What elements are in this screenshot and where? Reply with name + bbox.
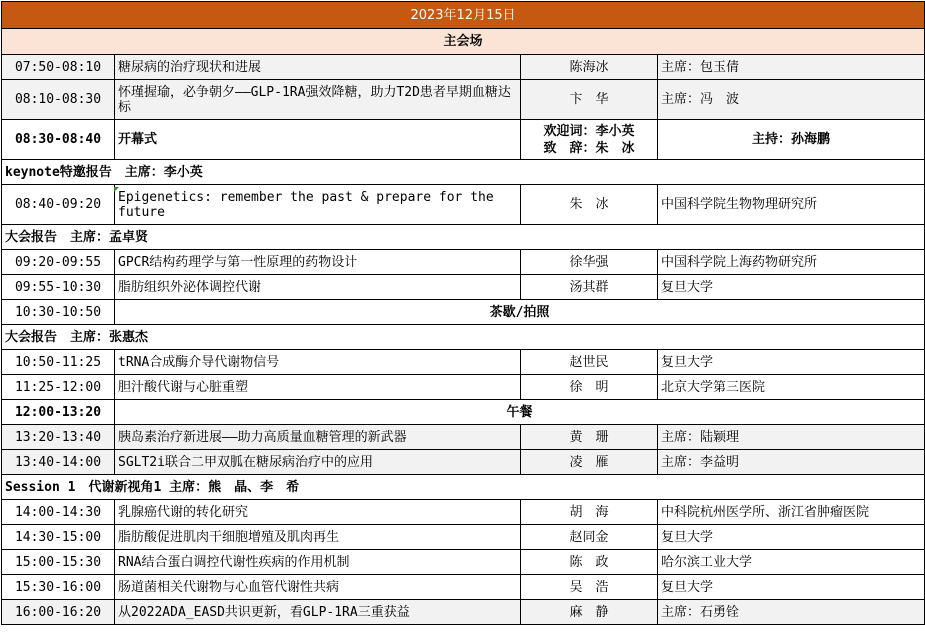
speaker-cell[interactable]: 赵同金 [521, 525, 658, 550]
lunch-label[interactable]: 午餐 [115, 400, 925, 425]
affiliation-cell[interactable]: 复旦大学 [658, 525, 925, 550]
title-cell[interactable]: SGLT2i联合二甲双胍在糖尿病治疗中的应用 [115, 450, 521, 475]
speaker-cell[interactable]: 赵世民 [521, 350, 658, 375]
affiliation-cell[interactable]: 主席：李益明 [658, 450, 925, 475]
time-cell[interactable]: 11:25-12:00 [2, 375, 115, 400]
affiliation-cell[interactable]: 主席：冯 波 [658, 80, 925, 120]
table-row [2, 185, 925, 225]
affiliation-cell[interactable]: 复旦大学 [658, 350, 925, 375]
title-cell[interactable]: tRNA合成酶介导代谢物信号 [115, 350, 521, 375]
time-cell[interactable]: 08:40-09:20 [2, 185, 115, 225]
affiliation-cell[interactable]: 主席：石勇铨 [658, 600, 925, 625]
address-speaker: 致 辞：朱 冰 [543, 140, 635, 156]
time-cell[interactable]: 10:30-10:50 [2, 300, 115, 325]
speaker-cell[interactable]: 汤其群 [521, 275, 658, 300]
time-cell[interactable]: 13:40-14:00 [2, 450, 115, 475]
table-row [2, 55, 925, 80]
affiliation-cell[interactable]: 复旦大学 [658, 575, 925, 600]
table-row [2, 550, 925, 575]
time-cell[interactable]: 08:30-08:40 [2, 120, 115, 160]
date-header[interactable]: 2023年12月15日 [2, 2, 925, 29]
affiliation-cell[interactable]: 中国科学院生物物理研究所 [658, 185, 925, 225]
speaker-cell[interactable]: 陈 政 [521, 550, 658, 575]
speaker-cell[interactable]: 麻 静 [521, 600, 658, 625]
section-row [2, 160, 925, 185]
table-row [2, 600, 925, 625]
title-cell[interactable]: 乳腺癌代谢的转化研究 [115, 500, 521, 525]
title-cell[interactable]: 肠道菌相关代谢物与心血管代谢性共病 [115, 575, 521, 600]
affiliation-cell[interactable]: 主席：包玉倩 [658, 55, 925, 80]
title-cell[interactable]: 脂肪组织外泌体调控代谢 [115, 275, 521, 300]
affiliation-cell[interactable]: 复旦大学 [658, 275, 925, 300]
section-row [2, 225, 925, 250]
title-cell[interactable]: 糖尿病的治疗现状和进展 [115, 55, 521, 80]
speaker-cell[interactable]: 徐 明 [521, 375, 658, 400]
table-row [2, 350, 925, 375]
title-cell[interactable]: 开幕式 [115, 120, 521, 160]
speaker-cell[interactable]: 吴 浩 [521, 575, 658, 600]
time-cell[interactable]: 09:20-09:55 [2, 250, 115, 275]
title-cell[interactable]: RNA结合蛋白调控代谢性疾病的作用机制 [115, 550, 521, 575]
time-cell[interactable]: 10:50-11:25 [2, 350, 115, 375]
table-row [2, 250, 925, 275]
section-row [2, 325, 925, 350]
affiliation-cell[interactable]: 中国科学院上海药物研究所 [658, 250, 925, 275]
section-row [2, 475, 925, 500]
time-cell[interactable]: 12:00-13:20 [2, 400, 115, 425]
lunch-row [2, 400, 925, 425]
speaker-cell[interactable]: 徐华强 [521, 250, 658, 275]
schedule-table [1, 1, 925, 625]
speaker-cell[interactable]: 黄 珊 [521, 425, 658, 450]
time-cell[interactable]: 14:30-15:00 [2, 525, 115, 550]
time-cell[interactable]: 09:55-10:30 [2, 275, 115, 300]
comment-indicator-icon [114, 187, 119, 192]
speaker-cell[interactable]: 卞 华 [521, 80, 658, 120]
time-cell[interactable]: 15:30-16:00 [2, 575, 115, 600]
title-cell[interactable]: GPCR结构药理学与第一性原理的药物设计 [115, 250, 521, 275]
speaker-cell[interactable]: 胡 海 [521, 500, 658, 525]
section-header[interactable]: 大会报告 主席：张惠杰 [2, 325, 925, 350]
title-cell[interactable]: Epigenetics: remember the past & prepare for the future [115, 185, 521, 225]
table-row [2, 525, 925, 550]
table-row [2, 425, 925, 450]
title-cell[interactable]: 胰岛素治疗新进展——助力高质量血糖管理的新武器 [115, 425, 521, 450]
title-cell[interactable]: 脂肪酸促进肌肉干细胞增殖及肌肉再生 [115, 525, 521, 550]
break-label[interactable]: 茶歇/拍照 [115, 300, 925, 325]
speaker-cell[interactable]: 凌 雁 [521, 450, 658, 475]
table-row [2, 575, 925, 600]
venue-title[interactable]: 主会场 [2, 29, 925, 55]
time-cell[interactable]: 13:20-13:40 [2, 425, 115, 450]
time-cell[interactable]: 07:50-08:10 [2, 55, 115, 80]
speaker-cell[interactable]: 陈海冰 [521, 55, 658, 80]
table-row [2, 500, 925, 525]
affiliation-cell[interactable]: 主席：陆颖理 [658, 425, 925, 450]
time-cell[interactable]: 15:00-15:30 [2, 550, 115, 575]
section-header[interactable]: Session 1 代谢新视角1 主席：熊 晶、李 希 [2, 475, 925, 500]
speaker-cell[interactable]: 朱 冰 [521, 185, 658, 225]
time-cell[interactable]: 08:10-08:30 [2, 80, 115, 120]
table-row [2, 375, 925, 400]
time-cell[interactable]: 14:00-14:30 [2, 500, 115, 525]
affiliation-cell[interactable]: 中科院杭州医学所、浙江省肿瘤医院 [658, 500, 925, 525]
title-cell[interactable]: 怀瑾握瑜，必争朝夕——GLP-1RA强效降糖，助力T2D患者早期血糖达标 [115, 80, 521, 120]
speaker-cell[interactable] [521, 120, 658, 160]
welcome-speaker: 欢迎词：李小英 [543, 123, 635, 139]
venue-row [2, 29, 925, 55]
table-row [2, 275, 925, 300]
date-header-row [2, 2, 925, 29]
host-cell[interactable]: 主持：孙海鹏 [658, 120, 925, 160]
section-header[interactable]: keynote特邀报告 主席：李小英 [2, 160, 925, 185]
affiliation-cell[interactable]: 北京大学第三医院 [658, 375, 925, 400]
title-cell[interactable]: 从2022ADA_EASD共识更新，看GLP-1RA三重获益 [115, 600, 521, 625]
opening-row [2, 120, 925, 160]
table-row [2, 450, 925, 475]
table-row [2, 80, 925, 120]
break-row [2, 300, 925, 325]
title-cell[interactable]: 胆汁酸代谢与心脏重塑 [115, 375, 521, 400]
affiliation-cell[interactable]: 哈尔滨工业大学 [658, 550, 925, 575]
section-header[interactable]: 大会报告 主席：孟卓贤 [2, 225, 925, 250]
time-cell[interactable]: 16:00-16:20 [2, 600, 115, 625]
